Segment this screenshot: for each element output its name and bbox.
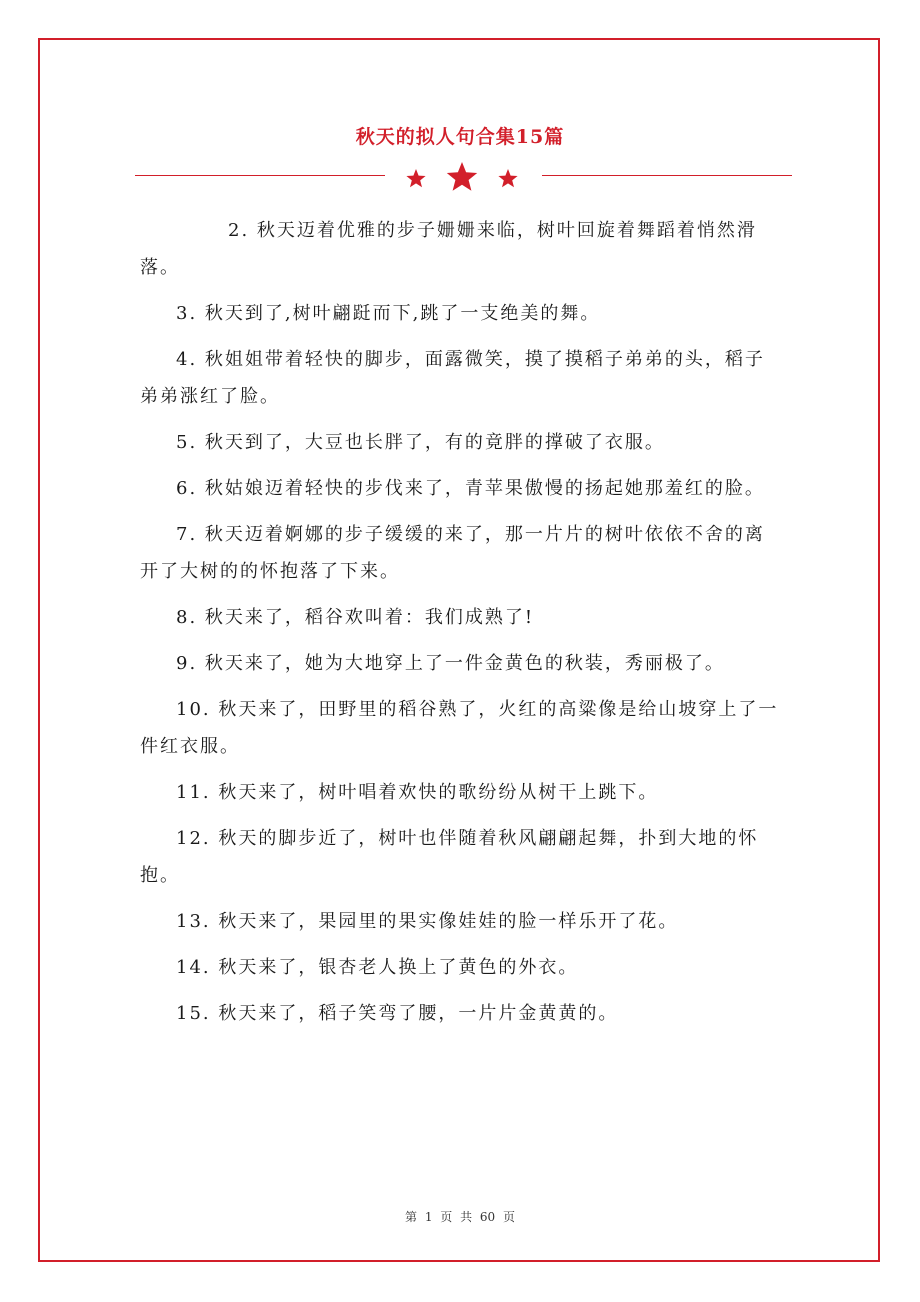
paragraph: 6. 秋姑娘迈着轻快的步伐来了，青苹果傲慢的扬起她那羞红的脸。 — [176, 478, 765, 499]
paragraph: 5. 秋天到了，大豆也长胖了，有的竟胖的撑破了衣服。 — [176, 432, 665, 453]
title-divider-left — [135, 175, 385, 176]
page-footer: 第 1 页 共 60 页 — [405, 1210, 515, 1224]
title-star-ornament — [398, 158, 530, 198]
paragraph: 12. 秋天的脚步近了，树叶也伴随着秋风翩翩起舞，扑到大地的怀抱。 — [140, 828, 759, 886]
paragraph: 4. 秋姐姐带着轻快的脚步，面露微笑，摸了摸稻子弟弟的头，稻子弟弟涨红了脸。 — [140, 349, 765, 407]
paragraph: 14. 秋天来了，银杏老人换上了黄色的外衣。 — [176, 957, 579, 978]
paragraph: 9. 秋天来了，她为大地穿上了一件金黄色的秋装，秀丽极了。 — [176, 653, 725, 674]
star-icon — [498, 169, 517, 187]
star-icon — [447, 162, 477, 191]
paragraph: 13. 秋天来了，果园里的果实像娃娃的脸一样乐开了花。 — [176, 911, 679, 932]
paragraph: 11. 秋天来了，树叶唱着欢快的歌纷纷从树干上跳下。 — [176, 782, 659, 803]
document-title: 秋天的拟人句合集15篇 — [355, 126, 565, 148]
document-body — [140, 212, 784, 1041]
paragraph: 2. 秋天迈着优雅的步子姗姗来临，树叶回旋着舞蹈着悄然滑落。 — [140, 220, 757, 278]
title-divider-right — [542, 175, 792, 176]
star-icon — [406, 169, 425, 187]
paragraph: 8. 秋天来了，稻谷欢叫着：我们成熟了! — [176, 607, 535, 628]
paragraph: 10. 秋天来了，田野里的稻谷熟了，火红的高粱像是给山坡穿上了一件红衣服。 — [140, 699, 779, 757]
paragraph: 3. 秋天到了,树叶翩跹而下,跳了一支绝美的舞。 — [176, 303, 601, 324]
paragraph: 7. 秋天迈着婀娜的步子缓缓的来了，那一片片的树叶依依不舍的离开了大树的的怀抱落了下来。 — [140, 524, 765, 582]
paragraph: 15. 秋天来了，稻子笑弯了腰，一片片金黄黄的。 — [176, 1003, 619, 1024]
